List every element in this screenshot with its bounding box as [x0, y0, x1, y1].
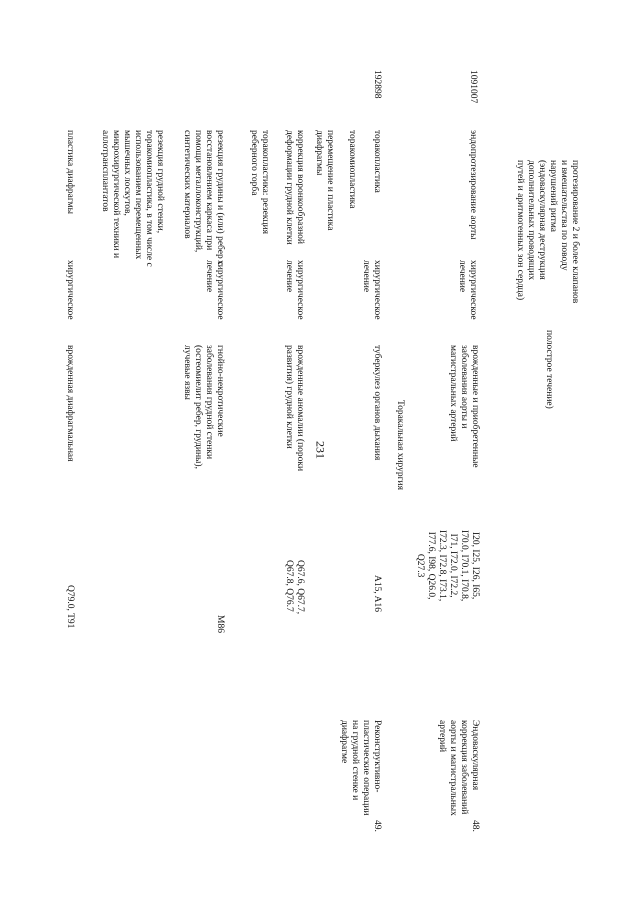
top-row-methods: протезирование 2 и более клапанов и вмешательства по поводу нарушений ритма (эндоваскулярная деструкция дополнительных проводящих путей и аритмогенных зон сердца) [515, 160, 580, 304]
sub3-method-1: резекция грудины и (или) ребер с восстановлением каркаса при помощи металлоконструкций, синтетических материалов [182, 130, 225, 266]
sub1-method-1: торакопластика [372, 130, 382, 193]
sub4-method-1: пластика диафрагмы [65, 130, 75, 214]
sub4-disease: врожденная диафрагмальная [65, 345, 75, 462]
section-title: Торакальная хирургия [395, 400, 405, 491]
top-row-disease: полострое течение) [544, 330, 554, 409]
row48-cost: 1091007 [468, 70, 478, 104]
sub1-codes: A15, A16 [372, 575, 382, 612]
row49-name: Реконструктивно- пластические операции на грудной стенке и диафрагме [339, 720, 382, 816]
sub4-codes: Q79.0, T91 [65, 585, 75, 629]
sub3-disease: гнойно-некротические заболевания грудной стенки (остеомиелит ребер, грудины), лучевые язвы [182, 345, 225, 469]
row48-disease: врожденные и приобретенные заболевания аорты и магистральных артерий [448, 345, 480, 468]
sub1-method-3: перемещение и пластика диафрагмы [314, 130, 335, 231]
sub1-method-2: торакомиопластика [347, 130, 357, 209]
row48-codes: I20, I25, I26, I65, I70.0, I70.1, I70.8, I71, I72.0, I72.2, I72.3, I72.8, I73.1, I77.6, I98, Q26.0, Q27.3 [415, 530, 480, 602]
sub2-treatment: хирургическое лечение [284, 260, 305, 320]
sub2-disease: врожденные аномалии (пороки развития) грудной клетки [284, 345, 305, 472]
sub4-treatment: хирургическое [65, 260, 75, 320]
sub1-treatment: хирургическое лечение [361, 260, 382, 320]
row48-methods: эндопротезирование аорты [468, 130, 478, 240]
page-number: 231 [313, 441, 328, 459]
sub3-codes: M86 [215, 615, 225, 633]
sub1-disease: туберкулез органов дыхания [372, 345, 382, 461]
sub2-codes: Q67.6, Q67.7, Q67.8, Q76.7 [284, 560, 305, 615]
row48-name: Эндоваскулярная коррекция заболеваний аорты и магистральных артерий [437, 720, 480, 816]
row48-number: 48. [470, 820, 480, 832]
row49-cost: 192898 [372, 70, 382, 99]
sub3-method-2: резекция грудной стенки, торакомиопластика, в том числе с использованием перемещенных мышечных лоскутов, микрохирургической техники и аллотрансплантатов [100, 130, 165, 267]
sub3-treatment: хирургическое лечение [204, 260, 225, 320]
sub2-method-2: торакопластика: резекция реберного горба [249, 130, 270, 235]
row48-treatment: хирургическое лечение [457, 260, 478, 320]
sub2-method-1: коррекция воронкообразной деформации грудной клетки [284, 130, 305, 245]
row49-number: 49. [372, 820, 382, 832]
